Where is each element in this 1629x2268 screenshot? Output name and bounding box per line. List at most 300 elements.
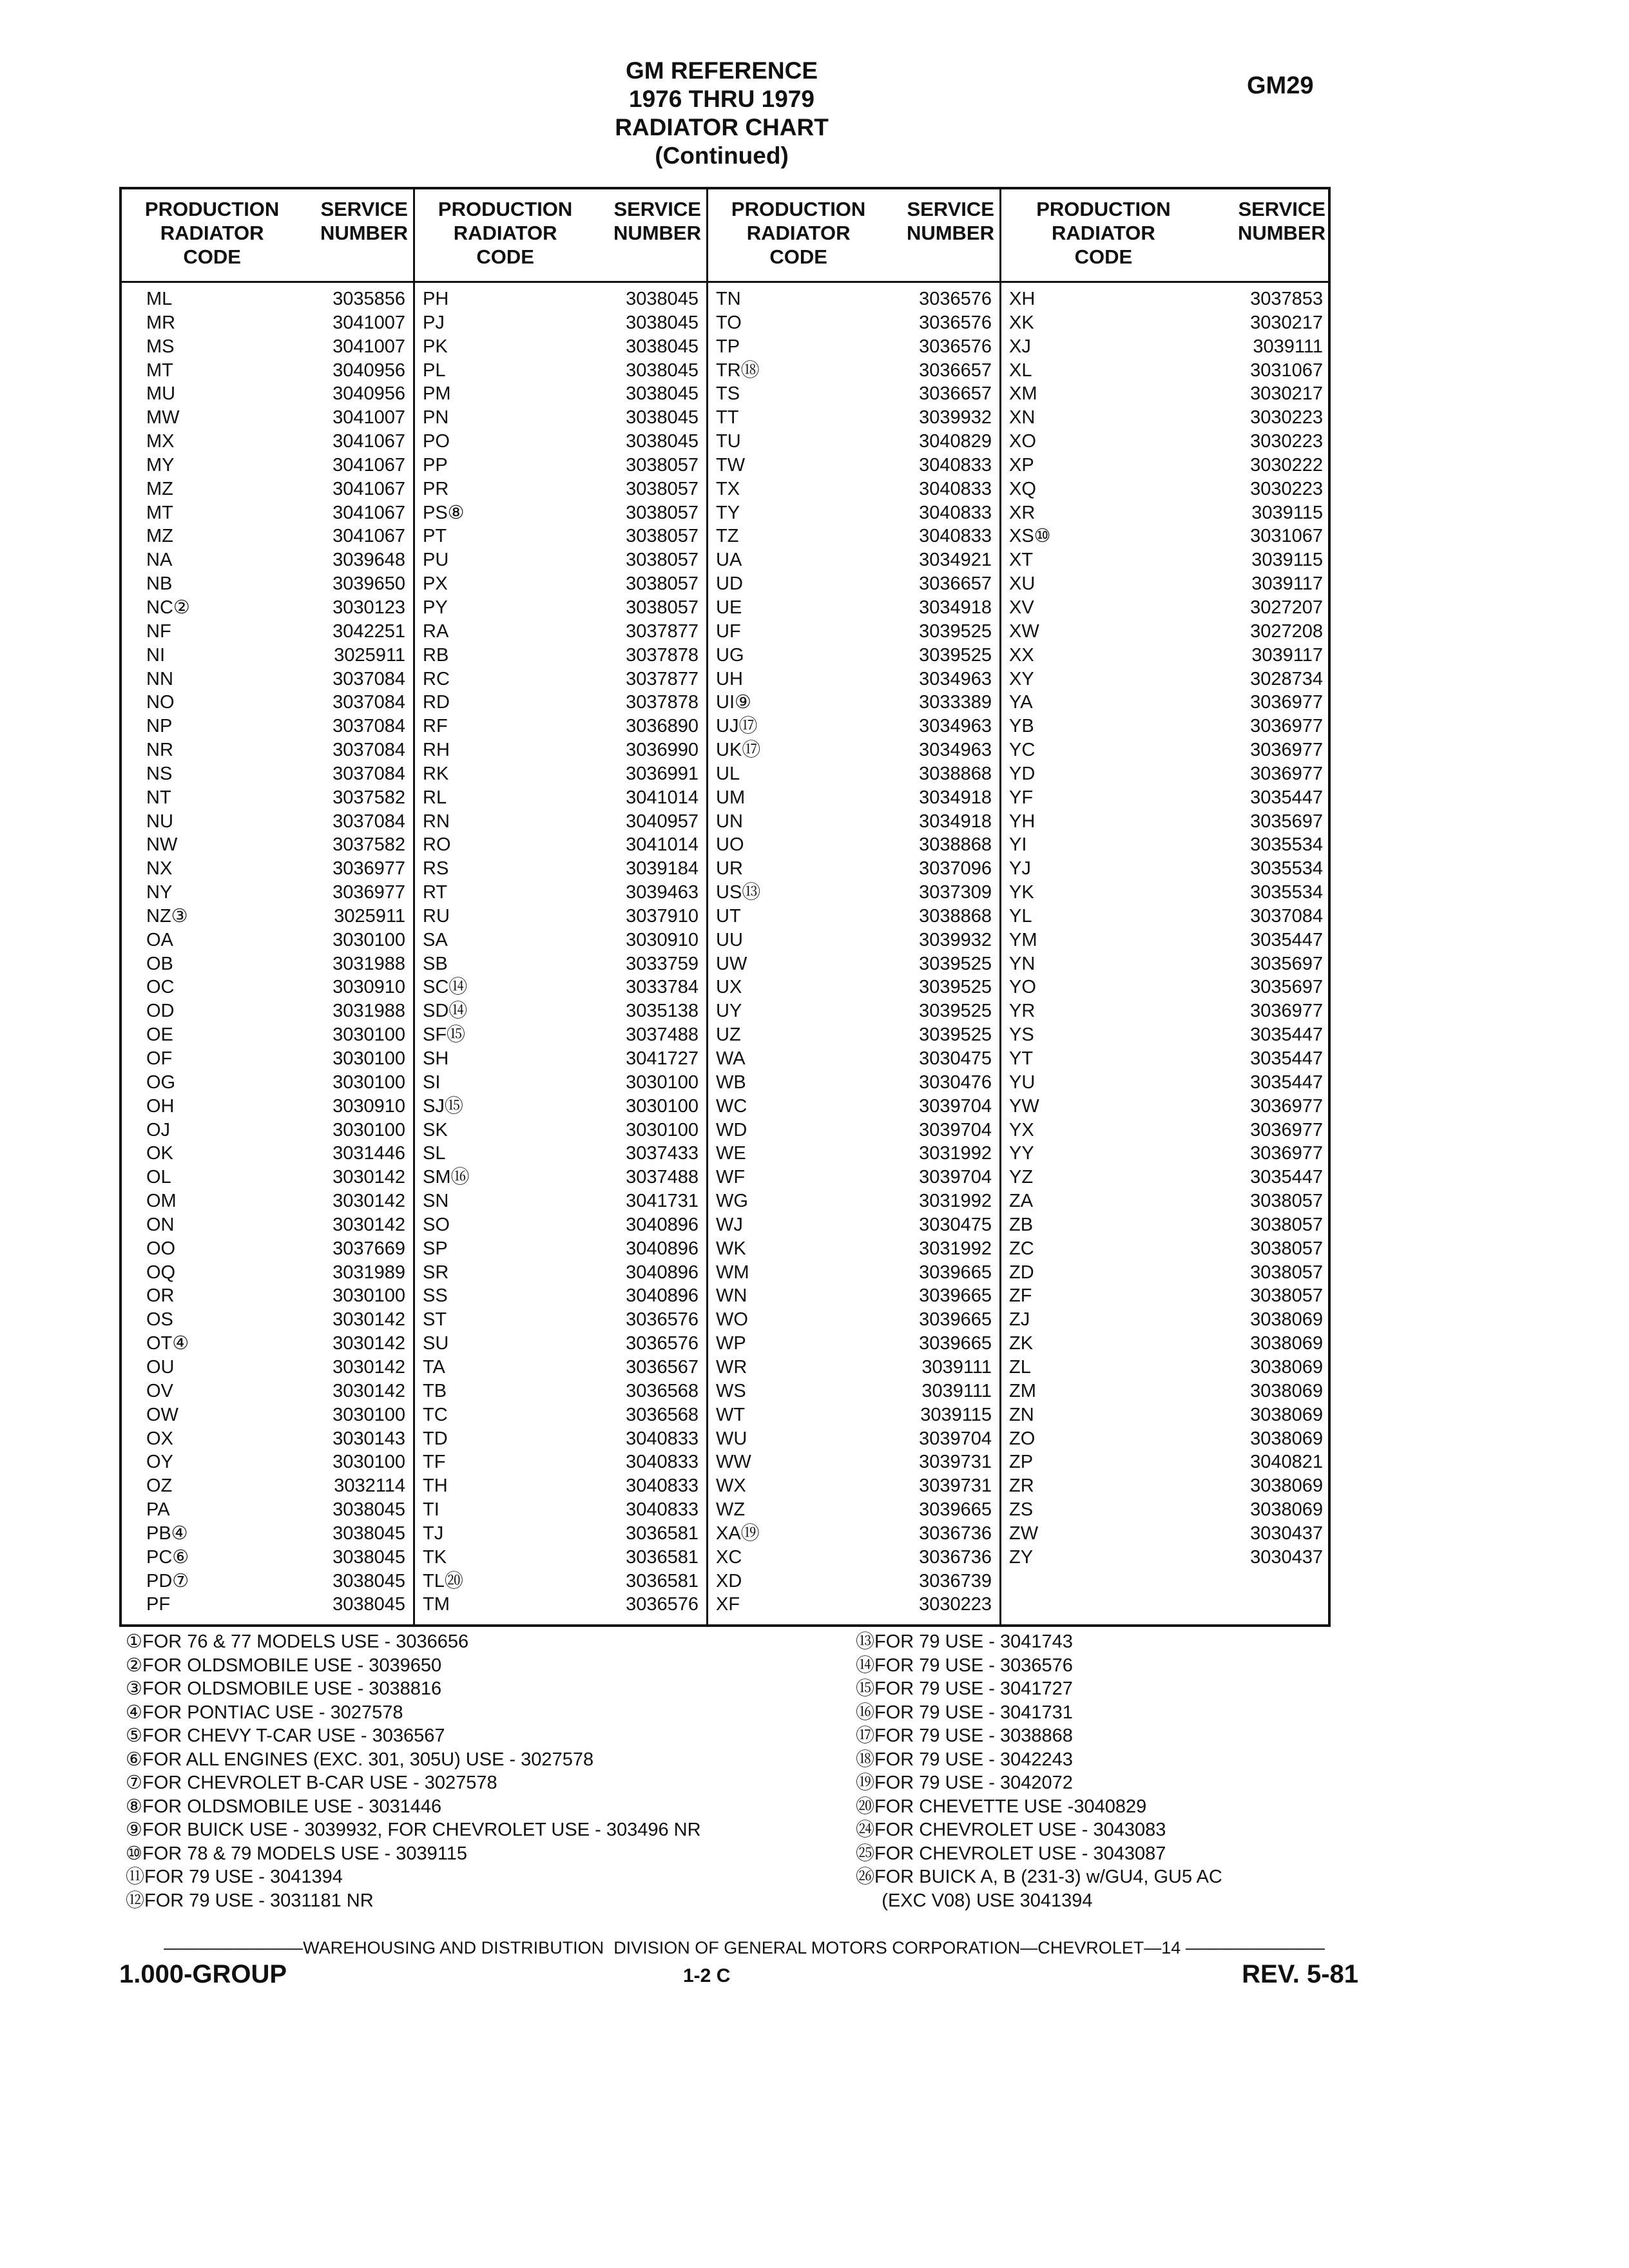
production-code: PA [146, 1499, 170, 1521]
production-code: NP [146, 716, 173, 737]
service-number: 3030100 [333, 929, 405, 950]
service-number: 3040833 [919, 478, 992, 499]
table-row [708, 952, 999, 976]
production-code: XR [1009, 502, 1036, 523]
header-line: NUMBER [906, 222, 994, 244]
production-code: PJ [423, 312, 445, 333]
production-code: PB④ [146, 1523, 188, 1544]
table-row [1001, 786, 1331, 810]
production-code: PS⑧ [423, 502, 465, 523]
table-row [122, 620, 413, 644]
footnote: ①FOR 76 & 77 MODELS USE - 3036656 [126, 1631, 469, 1652]
header-line: CODE [1074, 245, 1133, 268]
table-row [1001, 691, 1331, 715]
service-number: 3041014 [626, 834, 699, 856]
table-row [1001, 1071, 1331, 1095]
table-row [1001, 1023, 1331, 1047]
production-code: WS [716, 1380, 746, 1401]
production-code: YD [1009, 763, 1036, 784]
table-row [415, 668, 706, 691]
table-row [1001, 715, 1331, 738]
table-row [122, 1308, 413, 1332]
production-code: RL [423, 787, 447, 808]
footnotes-right [856, 1630, 1222, 1912]
production-code: SO [423, 1214, 450, 1235]
table-row [1001, 430, 1331, 454]
production-code: UZ [716, 1024, 741, 1046]
table-row [708, 999, 999, 1023]
production-code: WG [716, 1191, 748, 1212]
header-line: PRODUCTION [438, 198, 573, 220]
production-code: WW [716, 1452, 751, 1473]
service-number: 3039525 [919, 953, 992, 974]
production-code: OZ [146, 1475, 173, 1497]
production-code: YZ [1009, 1167, 1034, 1188]
service-number: 3030142 [333, 1214, 405, 1235]
service-number: 3040956 [333, 360, 405, 381]
service-number: 3035447 [1250, 1072, 1323, 1093]
table-row [415, 548, 706, 572]
service-number: 3039648 [333, 550, 405, 571]
header-line: RADIATOR [1052, 222, 1155, 244]
service-number: 3031988 [333, 953, 405, 974]
production-code: RA [423, 620, 449, 642]
production-code: XY [1009, 668, 1034, 689]
production-code: SB [423, 953, 448, 974]
table-row [122, 905, 413, 928]
production-code: OU [146, 1356, 175, 1378]
table-row [1001, 975, 1331, 999]
table-row [415, 1356, 706, 1379]
service-number: 3038069 [1250, 1356, 1323, 1378]
service-number: 3040829 [919, 431, 992, 452]
production-code: MR [146, 312, 176, 333]
table-row [122, 668, 413, 691]
table-row [1001, 620, 1331, 644]
service-number: 3037084 [333, 740, 405, 761]
table-row [415, 738, 706, 762]
production-code: RO [423, 834, 451, 856]
table-row [1001, 1261, 1331, 1285]
production-code: MU [146, 383, 176, 405]
table-row [708, 406, 999, 430]
table-row [415, 1023, 706, 1047]
production-code: UW [716, 953, 747, 974]
production-code: XH [1009, 289, 1036, 309]
service-number: 3035856 [333, 289, 405, 309]
table-row [708, 810, 999, 834]
production-code: YH [1009, 811, 1036, 832]
table-row [1001, 287, 1331, 311]
table-row [708, 287, 999, 311]
production-code: NU [146, 811, 173, 832]
production-code: UK⑰ [716, 740, 761, 761]
production-code: RS [423, 858, 449, 879]
service-number: 3034918 [919, 811, 992, 832]
service-number: 3038069 [1250, 1499, 1323, 1521]
production-code: WX [716, 1475, 746, 1497]
table-row [415, 1379, 706, 1403]
production-code: WB [716, 1072, 746, 1093]
table-row [415, 1546, 706, 1570]
table-row [1001, 1213, 1331, 1237]
service-number: 3039704 [919, 1095, 992, 1117]
table-row [122, 572, 413, 596]
service-number: 3036568 [626, 1404, 699, 1425]
service-number: 3030223 [919, 1594, 992, 1615]
production-code: ZS [1009, 1499, 1034, 1521]
production-code: WR [716, 1356, 747, 1378]
service-number: 3030223 [1250, 478, 1323, 499]
service-number: 3030100 [333, 1072, 405, 1093]
service-number: 3039525 [919, 620, 992, 642]
service-number: 3041731 [626, 1191, 699, 1212]
production-code: XS⑩ [1009, 526, 1051, 547]
production-radiator-code-header [1001, 197, 1206, 269]
production-code: YR [1009, 1001, 1036, 1022]
production-code: XA⑲ [716, 1523, 760, 1544]
production-code: TN [716, 289, 741, 309]
table-row [1001, 1142, 1331, 1166]
table-row [708, 596, 999, 620]
table-row [1001, 810, 1331, 834]
service-number: 3041067 [333, 502, 405, 523]
table-row [1001, 881, 1331, 905]
production-code: XT [1009, 550, 1034, 571]
service-number-header [883, 197, 994, 245]
production-code: UE [716, 597, 742, 618]
table-row [1001, 1166, 1331, 1189]
footnote: ⑧FOR OLDSMOBILE USE - 3031446 [126, 1796, 442, 1817]
production-code: TJ [423, 1523, 444, 1544]
service-number: 3037084 [1250, 905, 1323, 927]
production-code: YC [1009, 740, 1036, 761]
production-code: PD⑦ [146, 1570, 189, 1591]
service-number: 3038057 [1250, 1214, 1323, 1235]
table-row [1001, 548, 1331, 572]
service-number: 3037433 [626, 1143, 699, 1164]
table-row [122, 524, 413, 548]
header-line: SERVICE [1238, 198, 1325, 220]
service-number: 3036890 [626, 716, 699, 737]
column-group-4 [1001, 189, 1331, 1624]
table-row [708, 477, 999, 501]
service-number: 3041007 [333, 407, 405, 428]
table-row [708, 311, 999, 335]
production-code: WK [716, 1238, 746, 1259]
production-code: WJ [716, 1214, 743, 1235]
production-code: TC [423, 1404, 448, 1425]
table-row [708, 1213, 999, 1237]
production-code: TT [716, 407, 739, 428]
production-code: TY [716, 502, 740, 523]
table-row [708, 1427, 999, 1451]
table-row [415, 762, 706, 786]
service-number: 3030437 [1250, 1523, 1323, 1544]
production-code: MZ [146, 478, 173, 499]
service-number: 3038057 [626, 573, 699, 595]
production-code: SK [423, 1119, 448, 1140]
footnote: ⑭FOR 79 USE - 3036576 [856, 1655, 1073, 1676]
service-number: 3036568 [626, 1380, 699, 1401]
production-code: ML [146, 289, 173, 309]
production-code: ZJ [1009, 1309, 1030, 1331]
service-number: 3038057 [1250, 1191, 1323, 1212]
production-code: XP [1009, 454, 1034, 476]
production-code: TH [423, 1475, 448, 1497]
service-number: 3038045 [333, 1570, 405, 1591]
service-number: 3039650 [333, 573, 405, 595]
service-number: 3037878 [626, 644, 699, 666]
service-number: 3035138 [626, 1001, 699, 1022]
table-row [122, 715, 413, 738]
service-number: 3038057 [626, 526, 699, 547]
production-code: YA [1009, 692, 1033, 713]
service-number: 3030910 [333, 977, 405, 998]
service-number: 3034963 [919, 668, 992, 689]
header-line: CODE [476, 245, 534, 268]
header-line: NUMBER [613, 222, 701, 244]
table-row [415, 881, 706, 905]
footnote: ⑯FOR 79 USE - 3041731 [856, 1702, 1073, 1723]
production-code: NA [146, 550, 173, 571]
production-code: XK [1009, 312, 1034, 333]
table-row [708, 1237, 999, 1261]
service-number: 3039525 [919, 1024, 992, 1046]
production-code: UM [716, 787, 746, 808]
production-code: UG [716, 644, 744, 666]
table-row [1001, 406, 1331, 430]
production-code: OB [146, 953, 173, 974]
service-number: 3037084 [333, 668, 405, 689]
production-code: TX [716, 478, 740, 499]
table-row [122, 1023, 413, 1047]
service-number: 3039731 [919, 1452, 992, 1473]
table-row [708, 905, 999, 928]
table-row [122, 857, 413, 881]
service-number: 3031992 [919, 1143, 992, 1164]
revision-label: REV. 5-81 [1242, 1960, 1358, 1988]
production-code: XV [1009, 597, 1034, 618]
service-number: 3037582 [333, 787, 405, 808]
production-code: MX [146, 431, 175, 452]
table-row [415, 501, 706, 525]
production-code: RF [423, 716, 448, 737]
service-number: 3027208 [1250, 620, 1323, 642]
table-row [1001, 668, 1331, 691]
footnote: ⑥FOR ALL ENGINES (EXC. 301, 305U) USE - 3027578 [126, 1749, 594, 1770]
table-rows [122, 287, 413, 1617]
table-row [1001, 335, 1331, 359]
production-code: TO [716, 312, 742, 333]
table-row [415, 454, 706, 477]
production-code: SN [423, 1191, 449, 1212]
table-row [415, 952, 706, 976]
production-code: SF⑮ [423, 1024, 466, 1046]
production-code: XQ [1009, 478, 1036, 499]
production-code: TW [716, 454, 746, 476]
production-code: SU [423, 1333, 449, 1354]
production-code: PR [423, 478, 449, 499]
service-number: 3036977 [1250, 1001, 1323, 1022]
service-number: 3039525 [919, 977, 992, 998]
service-number: 3032114 [334, 1475, 405, 1497]
service-number: 3030475 [919, 1214, 992, 1235]
production-code: NX [146, 858, 173, 879]
production-code: MT [146, 502, 173, 523]
production-code: NC② [146, 597, 190, 618]
chart-title [567, 57, 876, 170]
table-row [122, 975, 413, 999]
table-row [1001, 1095, 1331, 1119]
table-rows [1001, 287, 1331, 1570]
production-code: ZK [1009, 1333, 1034, 1354]
table-row [1001, 524, 1331, 548]
table-row [708, 501, 999, 525]
table-row [708, 524, 999, 548]
production-code: UH [716, 668, 743, 689]
production-code: ON [146, 1214, 175, 1235]
table-row [1001, 928, 1331, 952]
service-number: 3038057 [1250, 1285, 1323, 1307]
service-number: 3031067 [1250, 360, 1323, 381]
table-row [122, 928, 413, 952]
production-code: YO [1009, 977, 1036, 998]
header-line: SERVICE [907, 198, 994, 220]
service-number: 3036657 [919, 573, 992, 595]
service-number: 3030475 [919, 1048, 992, 1069]
service-number: 3038057 [1250, 1262, 1323, 1283]
production-code: TB [423, 1380, 447, 1401]
service-number: 3030100 [333, 1404, 405, 1425]
service-number: 3030142 [333, 1191, 405, 1212]
service-number: 3034921 [919, 550, 992, 571]
table-row [415, 1332, 706, 1356]
table-row [415, 406, 706, 430]
service-number: 3038045 [626, 312, 699, 333]
production-code: PL [423, 360, 446, 381]
service-number: 3030100 [333, 1119, 405, 1140]
table-row [1001, 1403, 1331, 1427]
table-row [415, 1427, 706, 1451]
service-number: 3037084 [333, 811, 405, 832]
service-number: 3039704 [919, 1428, 992, 1449]
production-code: OA [146, 929, 173, 950]
table-row [415, 786, 706, 810]
service-number: 3030476 [919, 1072, 992, 1093]
production-code: MS [146, 336, 175, 357]
service-number: 3039115 [1251, 550, 1323, 571]
production-code: XW [1009, 620, 1039, 642]
production-code: WZ [716, 1499, 746, 1521]
service-number: 3041007 [333, 336, 405, 357]
table-row [708, 1166, 999, 1189]
header-line: PRODUCTION [144, 198, 280, 220]
table-row [1001, 382, 1331, 406]
service-number: 3040896 [626, 1238, 699, 1259]
service-number: 3036657 [919, 360, 992, 381]
table-row [122, 430, 413, 454]
service-number: 3036977 [1250, 740, 1323, 761]
production-code: TM [423, 1594, 450, 1615]
service-number: 3037309 [919, 882, 992, 903]
production-code: US⑬ [716, 882, 761, 903]
service-number: 3038045 [626, 383, 699, 405]
production-code: OJ [146, 1119, 171, 1140]
table-row [708, 1450, 999, 1474]
table-row [122, 454, 413, 477]
production-code: NI [146, 644, 165, 666]
service-number: 3041067 [333, 454, 405, 476]
column-header [415, 189, 706, 283]
table-row [1001, 311, 1331, 335]
production-code: NO [146, 692, 175, 713]
service-number: 3036576 [919, 312, 992, 333]
header-line: PRODUCTION [731, 198, 866, 220]
service-number: 3031992 [919, 1191, 992, 1212]
service-number: 3039117 [1251, 573, 1323, 595]
production-code: OS [146, 1309, 173, 1331]
footnote: ⑮FOR 79 USE - 3041727 [856, 1678, 1073, 1699]
table-row [1001, 1284, 1331, 1308]
service-number: 3038069 [1250, 1428, 1323, 1449]
table-row [1001, 1237, 1331, 1261]
service-number: 3030142 [333, 1167, 405, 1188]
service-number: 3030100 [333, 1024, 405, 1046]
service-number: 3030100 [333, 1452, 405, 1473]
table-row [122, 1166, 413, 1189]
table-row [415, 928, 706, 952]
production-code: NF [146, 620, 171, 642]
table-row [708, 691, 999, 715]
table-row [708, 975, 999, 999]
service-number: 3031988 [333, 1001, 405, 1022]
table-row [122, 762, 413, 786]
service-number: 3025911 [334, 905, 405, 927]
service-number: 3040833 [626, 1452, 699, 1473]
service-number: 3039463 [626, 882, 699, 903]
production-code: SA [423, 929, 448, 950]
table-row [708, 644, 999, 668]
table-rows [708, 287, 999, 1617]
service-number: 3038069 [1250, 1333, 1323, 1354]
table-row [415, 1284, 706, 1308]
service-number: 3035697 [1250, 977, 1323, 998]
service-number: 3042251 [333, 620, 405, 642]
service-number: 3033389 [919, 692, 992, 713]
production-code: ZN [1009, 1404, 1034, 1425]
table-row [122, 1356, 413, 1379]
production-code: WT [716, 1404, 746, 1425]
production-code: YK [1009, 882, 1034, 903]
production-code: OY [146, 1452, 173, 1473]
footnote: ⑰FOR 79 USE - 3038868 [856, 1725, 1073, 1746]
service-number: 3030910 [626, 929, 699, 950]
service-number: 3038069 [1250, 1404, 1323, 1425]
service-number: 3039111 [921, 1356, 992, 1378]
service-number: 3034963 [919, 740, 992, 761]
production-code: SM⑯ [423, 1167, 470, 1188]
service-number: 3037878 [626, 692, 699, 713]
production-code: NN [146, 668, 173, 689]
service-number: 3034918 [919, 597, 992, 618]
service-number: 3040833 [919, 502, 992, 523]
service-number: 3030100 [626, 1072, 699, 1093]
service-number: 3035447 [1250, 1167, 1323, 1188]
production-code: RU [423, 905, 450, 927]
table-row [1001, 1546, 1331, 1570]
production-code: ZR [1009, 1475, 1034, 1497]
